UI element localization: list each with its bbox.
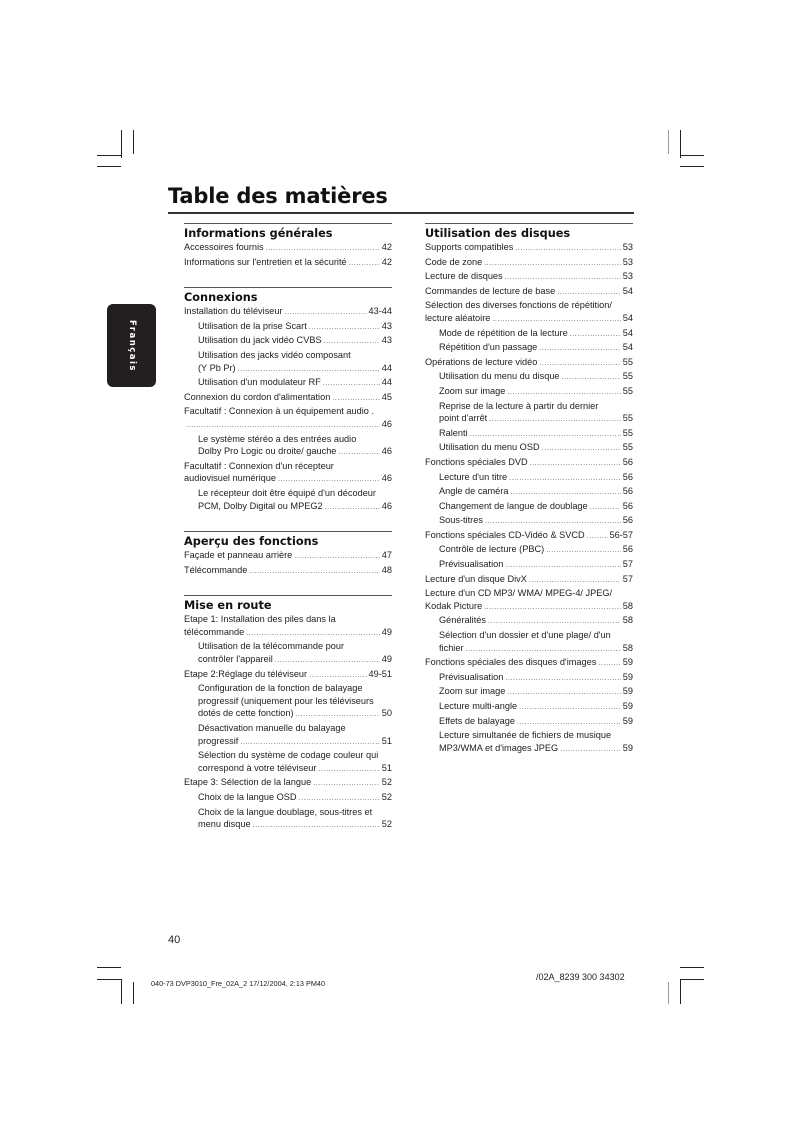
- leader-dots: [349, 258, 380, 271]
- toc-entry[interactable]: [425, 500, 633, 515]
- toc-entry[interactable]: [425, 656, 633, 671]
- entry-page: 43-44: [368, 306, 392, 317]
- leader-dots: [238, 364, 380, 377]
- toc-entry[interactable]: [425, 327, 633, 342]
- entry-text: Lecture d'un titre: [439, 471, 508, 482]
- entry-page: 43: [381, 320, 392, 331]
- leader-dots: [484, 602, 621, 615]
- entry-page: 56: [622, 486, 633, 497]
- toc-entry[interactable]: [425, 456, 633, 471]
- leader-dots: [539, 358, 620, 371]
- entry-page: 56: [622, 544, 633, 555]
- toc-entry[interactable]: [184, 564, 392, 579]
- crop-mark: [97, 155, 121, 156]
- leader-dots: [275, 655, 380, 668]
- entry-page: 58: [622, 642, 633, 653]
- toc-entry-line[interactable]: Désactivation manuelle du balayage: [198, 723, 346, 734]
- entry-page: 54: [622, 342, 633, 353]
- entry-page: 59: [622, 686, 633, 697]
- entry-page: 49-51: [368, 668, 392, 679]
- entry-page: 59: [622, 742, 633, 753]
- toc-entry-line[interactable]: Etape 1: Installation des piles dans la: [184, 614, 336, 625]
- leader-dots: [485, 516, 621, 529]
- title-rule: [168, 212, 634, 214]
- leader-dots: [590, 502, 621, 515]
- entry-page: 58: [622, 600, 633, 611]
- toc-entry[interactable]: [184, 626, 392, 641]
- crop-mark: [121, 979, 122, 1004]
- crop-mark: [97, 967, 121, 968]
- entry-text: menu disque: [198, 819, 251, 830]
- toc-entry[interactable]: [184, 362, 392, 377]
- leader-dots: [240, 737, 379, 750]
- leader-dots: [507, 387, 620, 400]
- leader-dots: [562, 372, 621, 385]
- toc-entry-line[interactable]: Le système stéréo a des entrées audio: [198, 433, 357, 444]
- toc-entry-line[interactable]: Le récepteur doit être équipé d'un décodeur: [198, 487, 376, 498]
- entry-text: Ralenti: [439, 427, 468, 438]
- entry-page: 56-57: [609, 529, 633, 540]
- entry-text: (Y Pb Pr): [198, 362, 236, 373]
- toc-section-utilisation-des-disques: [425, 223, 633, 756]
- entry-page: 46: [381, 418, 392, 429]
- leader-dots: [484, 258, 621, 271]
- section-rule: [184, 287, 392, 288]
- leader-dots: [318, 764, 379, 777]
- toc-entry[interactable]: [425, 485, 633, 500]
- entry-text: Choix de la langue OSD: [198, 792, 297, 802]
- entry-text: Télécommande: [184, 564, 248, 575]
- entry-page: 54: [622, 327, 633, 338]
- leader-dots: [557, 287, 621, 300]
- leader-dots: [519, 702, 621, 715]
- toc-entry[interactable]: [425, 742, 633, 757]
- entry-text: Zoom sur image: [439, 686, 506, 697]
- leader-dots: [509, 473, 621, 486]
- entry-text: MP3/WMA et d'images JPEG: [439, 742, 559, 753]
- entry-page: 56: [622, 500, 633, 511]
- leader-dots: [466, 644, 621, 657]
- leader-dots: [570, 329, 621, 342]
- entry-text: télécommande: [184, 626, 245, 637]
- print-slug-left: 040-73 DVP3010_Fre_02A_2 17/12/2004, 2:13 PM40: [151, 979, 326, 988]
- toc-entry-line[interactable]: progressif (uniquement pour les téléviseurs: [198, 695, 374, 706]
- crop-mark: [680, 979, 704, 980]
- leader-dots: [587, 531, 608, 544]
- entry-page: 42: [381, 242, 392, 252]
- toc-entry[interactable]: [184, 549, 392, 564]
- entry-text: dotés de cette fonction): [198, 708, 294, 719]
- crop-mark: [97, 979, 121, 980]
- entry-page: 52: [381, 819, 392, 830]
- toc-entry[interactable]: [425, 471, 633, 486]
- page-title: Table des matières: [168, 184, 388, 208]
- entry-text: Utilisation du menu OSD: [439, 442, 540, 453]
- entry-page: 46: [381, 446, 392, 457]
- crop-mark: [133, 982, 134, 1004]
- leader-dots: [249, 566, 379, 579]
- toc-left-column: [184, 223, 392, 850]
- toc-entry[interactable]: [184, 735, 392, 750]
- entry-page: 51: [381, 735, 392, 746]
- toc-entry[interactable]: [425, 558, 633, 573]
- toc-entry[interactable]: [425, 600, 633, 615]
- language-tab-label: Français: [126, 319, 137, 372]
- toc-entry[interactable]: [425, 412, 633, 427]
- leader-dots: [332, 393, 379, 406]
- entry-text: PCM, Dolby Digital ou MPEG2: [198, 500, 323, 511]
- crop-mark: [680, 155, 704, 156]
- entry-text: Supports compatibles: [425, 242, 514, 252]
- section-rule: [184, 531, 392, 532]
- leader-dots: [598, 658, 620, 671]
- leader-dots: [560, 744, 621, 757]
- entry-text: Utilisation d'un modulateur RF: [198, 377, 321, 388]
- leader-dots: [246, 628, 380, 641]
- crop-mark: [133, 130, 134, 154]
- section-rule: [425, 223, 633, 224]
- leader-dots: [309, 670, 366, 683]
- toc-section-connexions: [184, 287, 392, 514]
- toc-entry-line[interactable]: Reprise de la lecture à partir du dernier: [439, 400, 599, 411]
- leader-dots: [285, 307, 367, 320]
- language-tab: [107, 304, 156, 387]
- toc-entry[interactable]: [184, 376, 392, 391]
- entry-text: Angle de caméra: [439, 486, 509, 497]
- entry-page: 49: [381, 626, 392, 637]
- entry-page: 55: [622, 371, 633, 382]
- leader-dots: [294, 551, 379, 564]
- crop-mark: [97, 166, 121, 167]
- entry-text: Etape 3: Sélection de la langue: [184, 777, 312, 788]
- toc-entry[interactable]: [425, 642, 633, 657]
- entry-text: Généralités: [439, 615, 486, 626]
- toc-entry[interactable]: [184, 445, 392, 460]
- crop-mark: [680, 166, 704, 167]
- toc-section-mise-en-route: [184, 595, 392, 833]
- leader-dots: [529, 575, 621, 588]
- entry-text: Informations sur l'entretien et la sécurité: [184, 256, 347, 267]
- entry-page: 42: [381, 256, 392, 267]
- entry-page: 55: [622, 413, 633, 424]
- toc-section-apercu-des-fonctions: [184, 531, 392, 578]
- entry-text: Lecture multi-angle: [439, 701, 518, 711]
- toc-entry[interactable]: [184, 791, 392, 806]
- entry-text: Lecture d'un disque DivX: [425, 573, 527, 584]
- entry-text: Utilisation du menu du disque: [439, 371, 560, 382]
- toc-entry[interactable]: [425, 385, 633, 400]
- entry-text: Lecture de disques: [425, 271, 503, 282]
- toc-entry[interactable]: [425, 427, 633, 442]
- leader-dots: [338, 447, 379, 460]
- entry-page: 45: [381, 391, 392, 402]
- toc-entry-line[interactable]: Facultatif : Connexion d'un récepteur: [184, 460, 334, 471]
- crop-mark: [121, 130, 122, 158]
- page-number: 40: [168, 934, 181, 946]
- toc-entry[interactable]: [184, 818, 392, 833]
- leader-dots: [507, 687, 620, 700]
- entry-text: Répétition d'un passage: [439, 342, 538, 353]
- entry-text: Prévisualisation: [439, 559, 504, 570]
- entry-text: Mode de répétition de la lecture: [439, 327, 568, 338]
- leader-dots: [488, 616, 621, 629]
- entry-page: 51: [381, 762, 392, 773]
- toc-entry[interactable]: [425, 529, 633, 544]
- toc-entry[interactable]: [184, 320, 392, 335]
- entry-text: Kodak Picture: [425, 600, 483, 611]
- entry-text: Commandes de lecture de base: [425, 285, 556, 296]
- leader-dots: [505, 673, 620, 686]
- toc-entry-line[interactable]: Sélection du système de codage couleur qui: [198, 750, 379, 761]
- toc-entry[interactable]: [425, 671, 633, 686]
- crop-mark: [668, 130, 669, 154]
- entry-page: 57: [622, 559, 633, 570]
- leader-dots: [253, 820, 380, 833]
- section-title: Utilisation des disques: [425, 227, 571, 240]
- entry-page: 48: [381, 564, 392, 575]
- leader-dots: [325, 502, 380, 515]
- toc-entry[interactable]: [425, 356, 633, 371]
- leader-dots: [299, 793, 380, 806]
- toc-entry-line[interactable]: Sélection d'un dossier et d'une plage/ d'un: [439, 630, 611, 641]
- leader-dots: [313, 778, 380, 791]
- toc-entry[interactable]: [425, 543, 633, 558]
- entry-page: 56: [622, 471, 633, 482]
- entry-page: 52: [381, 777, 392, 788]
- entry-page: 55: [622, 385, 633, 396]
- toc-entry[interactable]: [184, 762, 392, 777]
- entry-page: 46: [381, 500, 392, 511]
- crop-mark: [680, 967, 704, 968]
- toc-entry[interactable]: [184, 707, 392, 722]
- entry-text: audiovisuel numérique: [184, 473, 276, 484]
- toc-entry[interactable]: [425, 341, 633, 356]
- entry-page: 59: [622, 715, 633, 726]
- toc-entry[interactable]: [425, 700, 633, 715]
- toc-entry-line[interactable]: Lecture d'un CD MP3/ WMA/ MPEG-4/ JPEG/: [425, 588, 613, 599]
- entry-text: Opérations de lecture vidéo: [425, 356, 538, 367]
- entry-text: Installation du téléviseur: [184, 306, 283, 317]
- toc-entry-line[interactable]: Configuration de la fonction de balayage: [198, 683, 363, 694]
- toc-section-informations-generales: [184, 223, 392, 270]
- leader-dots: [510, 487, 620, 500]
- leader-dots: [489, 414, 621, 427]
- leader-dots: [323, 378, 380, 391]
- entry-text: progressif: [198, 735, 239, 746]
- toc-entry[interactable]: [425, 256, 633, 271]
- leader-dots: [296, 709, 380, 722]
- entry-page: 46: [381, 473, 392, 484]
- entry-page: 54: [622, 312, 633, 323]
- toc-entry[interactable]: [425, 514, 633, 529]
- entry-page: 56: [622, 515, 633, 526]
- toc-entry[interactable]: [425, 441, 633, 456]
- entry-page: 44: [381, 377, 392, 388]
- entry-text: correspond à votre téléviseur: [198, 762, 317, 773]
- toc-entry[interactable]: [184, 418, 392, 433]
- entry-text: point d'arrêt: [439, 413, 488, 424]
- toc-right-column: [425, 223, 633, 773]
- entry-text: Etape 2:Réglage du téléviseur: [184, 668, 308, 679]
- entry-page: 55: [622, 427, 633, 438]
- leader-dots: [517, 717, 621, 730]
- toc-entry-line[interactable]: Lecture simultanée de fichiers de musique: [439, 730, 612, 741]
- toc-entry[interactable]: [184, 653, 392, 668]
- crop-mark: [668, 982, 669, 1004]
- leader-dots: [324, 336, 380, 349]
- print-slug-right: /02A_8239 300 34302: [536, 972, 625, 982]
- entry-text: lecture aléatoire: [425, 312, 491, 323]
- section-title: Informations générales: [184, 227, 333, 240]
- toc-entry[interactable]: [184, 256, 392, 271]
- leader-dots: [278, 474, 380, 487]
- toc-entry[interactable]: [184, 668, 392, 683]
- entry-page: 59: [622, 701, 633, 711]
- entry-text: Changement de langue de doublage: [439, 500, 588, 511]
- leader-dots: [515, 243, 620, 256]
- entry-text: Fonctions spéciales des disques d'images: [425, 657, 597, 668]
- entry-page: 59: [622, 657, 633, 668]
- section-title: Mise en route: [184, 599, 272, 613]
- leader-dots: [492, 314, 620, 327]
- section-title: Connexions: [184, 291, 258, 305]
- entry-page: 49: [381, 654, 392, 665]
- toc-entry[interactable]: [425, 241, 633, 256]
- crop-mark: [680, 979, 681, 1004]
- entry-page: 52: [381, 792, 392, 802]
- toc-entry[interactable]: [184, 776, 392, 791]
- leader-dots: [186, 420, 380, 433]
- toc-entry[interactable]: [425, 285, 633, 300]
- entry-page: 59: [622, 671, 633, 682]
- entry-page: 53: [622, 242, 633, 252]
- toc-entry[interactable]: [425, 685, 633, 700]
- entry-text: Effets de balayage: [439, 715, 515, 726]
- entry-page: 43: [381, 335, 392, 346]
- toc-entry[interactable]: [184, 472, 392, 487]
- leader-dots: [505, 272, 621, 285]
- entry-page: 47: [381, 550, 392, 561]
- toc-entry[interactable]: [425, 573, 633, 588]
- entry-text: Utilisation du jack vidéo CVBS: [198, 335, 322, 346]
- entry-page: 53: [622, 256, 633, 267]
- section-rule: [184, 595, 392, 596]
- entry-text: Utilisation de la prise Scart: [198, 320, 307, 331]
- entry-text: Fonctions spéciales DVD: [425, 456, 528, 467]
- leader-dots: [505, 560, 620, 573]
- toc-entry[interactable]: [425, 614, 633, 629]
- section-title: Aperçu des fonctions: [184, 535, 319, 549]
- crop-mark: [680, 130, 681, 158]
- entry-text: fichier: [439, 642, 464, 653]
- toc-entry-line[interactable]: Sélection des diverses fonctions de répétition/: [425, 300, 612, 311]
- toc-entry-line[interactable]: Utilisation des jacks vidéo composant: [198, 349, 351, 360]
- toc-entry-line[interactable]: Utilisation de la télécommande pour: [198, 641, 345, 652]
- toc-entry[interactable]: [425, 370, 633, 385]
- entry-page: 55: [622, 442, 633, 453]
- toc-entry[interactable]: [425, 715, 633, 730]
- leader-dots: [546, 545, 621, 558]
- entry-text: Connexion du cordon d'alimentation: [184, 391, 331, 402]
- leader-dots: [542, 443, 621, 456]
- toc-entry-line[interactable]: Facultatif : Connexion à un équipement audio .: [184, 406, 374, 417]
- toc-entry[interactable]: [425, 270, 633, 285]
- toc-entry-line[interactable]: Choix de la langue doublage, sous-titres et: [198, 806, 373, 817]
- entry-text: Accessoires fournis: [184, 242, 264, 252]
- toc-entry[interactable]: [184, 500, 392, 515]
- entry-page: 58: [622, 615, 633, 626]
- entry-page: 56: [622, 456, 633, 467]
- entry-page: 44: [381, 362, 392, 373]
- section-rule: [184, 223, 392, 224]
- leader-dots: [539, 343, 620, 356]
- leader-dots: [309, 322, 380, 335]
- entry-text: Sous-titres: [439, 515, 483, 526]
- toc-entry[interactable]: [184, 334, 392, 349]
- entry-page: 50: [381, 708, 392, 719]
- leader-dots: [470, 429, 621, 442]
- entry-text: Code de zone: [425, 256, 483, 267]
- toc-entry[interactable]: [184, 241, 392, 256]
- entry-text: Contrôle de lecture (PBC): [439, 544, 545, 555]
- entry-page: 55: [622, 356, 633, 367]
- toc-entry[interactable]: [184, 391, 392, 406]
- leader-dots: [266, 243, 380, 256]
- entry-page: 54: [622, 285, 633, 296]
- toc-entry[interactable]: [425, 312, 633, 327]
- entry-text: Prévisualisation: [439, 671, 504, 682]
- entry-text: Zoom sur image: [439, 385, 506, 396]
- leader-dots: [530, 458, 621, 471]
- toc-entry[interactable]: [184, 305, 392, 320]
- entry-page: 57: [622, 573, 633, 584]
- entry-text: contrôler l'appareil: [198, 654, 273, 665]
- entry-text: Dolby Pro Logic ou droite/ gauche: [198, 446, 337, 457]
- entry-text: Fonctions spéciales CD-Vidéo & SVCD: [425, 529, 585, 540]
- entry-page: 53: [622, 271, 633, 282]
- entry-text: Façade et panneau arrière: [184, 550, 293, 561]
